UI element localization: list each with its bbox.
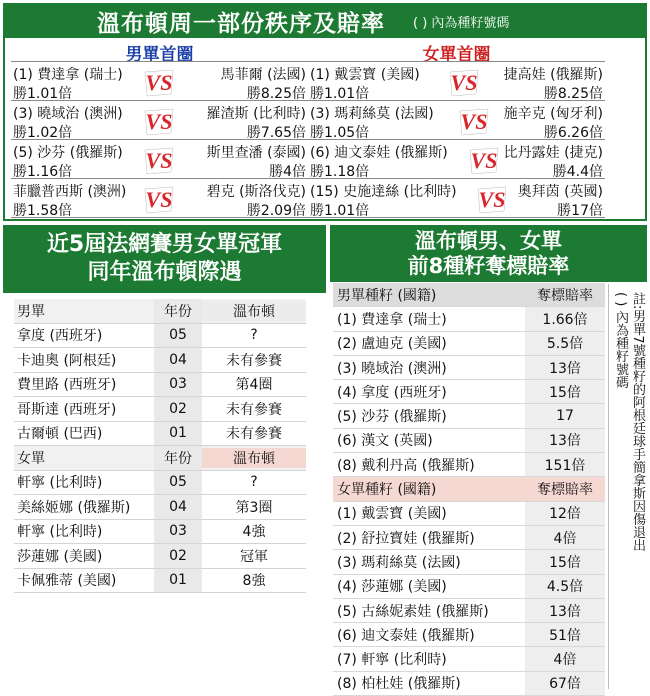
table-row bbox=[14, 569, 306, 594]
vs-icon bbox=[143, 66, 175, 98]
table-row bbox=[333, 647, 605, 671]
title-odds: 15倍 bbox=[525, 380, 605, 403]
odds-1: 勝1.01倍 bbox=[310, 203, 370, 219]
table-row bbox=[333, 599, 605, 623]
title-odds: 4倍 bbox=[525, 647, 605, 670]
table-row bbox=[14, 495, 306, 520]
table-header bbox=[14, 446, 306, 471]
title-odds: 4.5倍 bbox=[525, 575, 605, 598]
year: 05 bbox=[154, 471, 202, 495]
champion: 拿度 (西班牙) bbox=[17, 328, 103, 345]
player-2: 羅渣斯 (比利時) bbox=[206, 106, 306, 122]
odds-1: 勝1.02倍 bbox=[13, 125, 73, 141]
seed-player: (7) 軒寧 (比利時) bbox=[337, 652, 447, 669]
year: 02 bbox=[154, 544, 202, 568]
svg-text:VS: VS bbox=[145, 109, 173, 134]
match-row bbox=[308, 139, 605, 179]
header-wimbledon: 溫布頓 bbox=[202, 448, 306, 468]
table-header bbox=[333, 283, 605, 307]
seed-player: (8) 柏杜娃 (俄羅斯) bbox=[337, 676, 461, 693]
title-odds: 5.5倍 bbox=[525, 332, 605, 355]
odds-1: 勝1.18倍 bbox=[310, 164, 370, 180]
match-row bbox=[308, 61, 605, 101]
svg-text:VS: VS bbox=[145, 70, 173, 95]
wimbledon-result: 冠軍 bbox=[240, 548, 268, 565]
banner-line-1: 近5屆法網賽男女單冠軍 bbox=[46, 232, 283, 257]
year: 03 bbox=[154, 520, 202, 544]
table-row bbox=[333, 429, 605, 453]
table-row bbox=[14, 471, 306, 496]
table-row bbox=[333, 307, 605, 331]
year: 04 bbox=[154, 348, 202, 372]
svg-text:VS: VS bbox=[450, 70, 478, 95]
title-odds: 51倍 bbox=[525, 623, 605, 646]
women-first-round-title: 女單首圈 bbox=[422, 45, 491, 65]
banner-line-2: 前8種籽奪標賠率 bbox=[407, 254, 570, 278]
top-note: ( ) 內為種籽號碼 bbox=[413, 16, 510, 31]
wimbledon-result: 未有參賽 bbox=[226, 352, 282, 369]
champion: 古爾頓 (巴西) bbox=[17, 426, 103, 443]
year: 04 bbox=[154, 495, 202, 519]
champion: 費里路 (西班牙) bbox=[17, 377, 117, 394]
title-odds: 67倍 bbox=[525, 672, 605, 695]
vs-icon bbox=[143, 183, 175, 215]
title-odds: 17 bbox=[525, 404, 605, 427]
player-1: (1) 費達拿 (瑞士) bbox=[13, 67, 123, 83]
svg-text:VS: VS bbox=[470, 148, 498, 173]
player-1: (1) 戴雲寶 (美國) bbox=[310, 67, 420, 83]
header-odds: 奪標賠率 bbox=[525, 477, 605, 500]
svg-text:VS: VS bbox=[145, 187, 173, 212]
seed-player: (5) 古絲妮素娃 (俄羅斯) bbox=[337, 603, 489, 620]
table-row bbox=[14, 520, 306, 545]
odds-2: 勝4.4倍 bbox=[552, 164, 603, 180]
seed-player: (3) 曉域治 (澳洲) bbox=[337, 360, 447, 377]
side-notes bbox=[608, 284, 648, 689]
player-2: 施辛克 (匈牙利) bbox=[503, 106, 603, 122]
player-1: (3) 瑪莉絲莫 (法國) bbox=[310, 106, 434, 122]
match-row bbox=[308, 100, 605, 140]
player-1: (3) 曉域治 (澳洲) bbox=[13, 106, 123, 122]
player-2: 比丹露娃 (捷克) bbox=[503, 145, 603, 161]
seed-player: (4) 拿度 (西班牙) bbox=[337, 384, 447, 401]
table-row bbox=[333, 332, 605, 356]
odds-2: 勝17倍 bbox=[557, 203, 603, 219]
seed-player: (6) 迪文泰娃 (俄羅斯) bbox=[337, 627, 475, 644]
year: 01 bbox=[154, 569, 202, 593]
table-row bbox=[333, 380, 605, 404]
seed-player: (2) 盧迪克 (美國) bbox=[337, 336, 447, 353]
table-row bbox=[333, 453, 605, 477]
seed-player: (1) 戴雲寶 (美國) bbox=[337, 506, 447, 523]
withdrawal-note: 註:男單7號種籽的阿根廷球手簡拿斯因傷退出 bbox=[630, 292, 645, 552]
table-row bbox=[14, 397, 306, 422]
top-header bbox=[5, 5, 645, 38]
player-1: (5) 沙芬 (俄羅斯) bbox=[13, 145, 123, 161]
match-row bbox=[11, 139, 308, 179]
wimbledon-result: 未有參賽 bbox=[226, 401, 282, 418]
title-odds: 4倍 bbox=[525, 526, 605, 549]
odds-2: 勝8.25倍 bbox=[246, 86, 306, 102]
seed-player: (4) 莎蓮娜 (美國) bbox=[337, 579, 447, 596]
header-odds: 奪標賠率 bbox=[525, 283, 605, 306]
seed-player: (6) 漢文 (英國) bbox=[337, 433, 433, 450]
odds-2: 勝8.25倍 bbox=[543, 86, 603, 102]
player-2: 奧拜茵 (英國) bbox=[517, 184, 603, 200]
table-row bbox=[333, 623, 605, 647]
player-2: 斯里查潘 (泰國) bbox=[206, 145, 306, 161]
title-odds: 13倍 bbox=[525, 356, 605, 379]
vs-icon bbox=[476, 183, 508, 215]
player-2: 碧克 (斯洛伐克) bbox=[206, 184, 306, 200]
top-title: 溫布頓周一部份秩序及賠率 bbox=[97, 11, 385, 37]
header-year: 年份 bbox=[154, 446, 202, 470]
seed-odds-table bbox=[333, 283, 605, 696]
title-odds: 1.66倍 bbox=[525, 307, 605, 330]
header-seed: 女單種籽 (國籍) bbox=[337, 482, 437, 499]
wimbledon-result: 未有參賽 bbox=[226, 426, 282, 443]
seed-player: (2) 舒拉寶娃 (俄羅斯) bbox=[337, 530, 475, 547]
odds-1: 勝1.16倍 bbox=[13, 164, 73, 180]
banner-line-1: 溫布頓男、女單 bbox=[415, 229, 562, 253]
odds-2: 勝7.65倍 bbox=[246, 125, 306, 141]
player-2: 捷高娃 (俄羅斯) bbox=[503, 67, 603, 83]
odds-1: 勝1.01倍 bbox=[310, 86, 370, 102]
champion: 軒寧 (比利時) bbox=[17, 524, 103, 541]
match-row bbox=[11, 178, 308, 218]
player-1: (6) 迪文泰娃 (俄羅斯) bbox=[310, 145, 448, 161]
year: 02 bbox=[154, 397, 202, 421]
wimbledon-result: 第3圈 bbox=[235, 499, 273, 516]
header-category: 男單 bbox=[17, 303, 45, 320]
table-row bbox=[333, 550, 605, 574]
table-row bbox=[333, 526, 605, 550]
odds-1: 勝1.05倍 bbox=[310, 125, 370, 141]
odds-2: 勝4倍 bbox=[269, 164, 306, 180]
year: 01 bbox=[154, 422, 202, 446]
french-open-champions-banner bbox=[3, 225, 326, 293]
match-row bbox=[11, 100, 308, 140]
banner-line-2: 同年溫布頓際遇 bbox=[87, 260, 242, 285]
match-row bbox=[308, 178, 605, 218]
table-row bbox=[333, 575, 605, 599]
table-row bbox=[14, 422, 306, 447]
seed-player: (8) 戴利丹高 (俄羅斯) bbox=[337, 457, 475, 474]
odds-2: 勝6.26倍 bbox=[543, 125, 603, 141]
champion: 軒寧 (比利時) bbox=[17, 475, 103, 492]
match-row bbox=[11, 61, 308, 101]
header-wimbledon: 溫布頓 bbox=[202, 301, 306, 321]
header-year: 年份 bbox=[154, 299, 202, 323]
odds-1: 勝1.01倍 bbox=[13, 86, 73, 102]
odds-1: 勝1.58倍 bbox=[13, 203, 73, 219]
year: 03 bbox=[154, 373, 202, 397]
men-first-round-title: 男單首圈 bbox=[125, 45, 194, 65]
vs-icon bbox=[448, 66, 480, 98]
champion: 卡佩雅蒂 (美國) bbox=[17, 573, 117, 590]
table-row bbox=[333, 502, 605, 526]
table-row bbox=[333, 404, 605, 428]
player-2: 馬菲爾 (法國) bbox=[220, 67, 306, 83]
wimbledon-result: 8強 bbox=[242, 573, 266, 590]
table-header bbox=[14, 299, 306, 324]
french-open-champions-table bbox=[14, 299, 306, 593]
seed-player: (1) 費達拿 (瑞士) bbox=[337, 311, 447, 328]
svg-text:VS: VS bbox=[145, 148, 173, 173]
svg-text:VS: VS bbox=[478, 187, 506, 212]
champion: 莎蓮娜 (美國) bbox=[17, 548, 103, 565]
table-row bbox=[333, 356, 605, 380]
wimbledon-odds-panel bbox=[3, 3, 647, 221]
women-first-round bbox=[308, 40, 605, 218]
wimbledon-result: ? bbox=[250, 474, 258, 491]
vs-icon bbox=[143, 144, 175, 176]
wimbledon-result: ? bbox=[250, 327, 258, 344]
vs-icon bbox=[458, 105, 490, 137]
champion: 卡迪奧 (阿根廷) bbox=[17, 352, 117, 369]
table-header bbox=[333, 477, 605, 501]
wimbledon-result: 第4圈 bbox=[235, 377, 273, 394]
header-category: 女單 bbox=[17, 450, 45, 467]
title-odds: 15倍 bbox=[525, 550, 605, 573]
title-odds: 12倍 bbox=[525, 502, 605, 525]
seed-note: ( ) 內為種籽號碼 bbox=[613, 292, 628, 389]
table-row bbox=[333, 672, 605, 696]
player-1: (15) 史施達絲 (比利時) bbox=[310, 184, 457, 200]
wimbledon-result: 4強 bbox=[242, 524, 266, 541]
title-odds: 151倍 bbox=[525, 453, 605, 476]
svg-text:VS: VS bbox=[460, 109, 488, 134]
title-odds: 13倍 bbox=[525, 599, 605, 622]
vs-icon bbox=[468, 144, 500, 176]
table-row bbox=[14, 348, 306, 373]
table-row bbox=[14, 544, 306, 569]
seed-player: (3) 瑪莉絲莫 (法國) bbox=[337, 554, 461, 571]
header-seed: 男單種籽 (國籍) bbox=[337, 287, 437, 304]
seed-player: (5) 沙芬 (俄羅斯) bbox=[337, 409, 447, 426]
seed-odds-banner bbox=[330, 225, 647, 282]
year: 05 bbox=[154, 324, 202, 348]
table-row bbox=[14, 324, 306, 349]
table-row bbox=[14, 373, 306, 398]
vs-icon bbox=[143, 105, 175, 137]
champion: 美絲姬娜 (俄羅斯) bbox=[17, 499, 131, 516]
champion: 哥斯達 (西班牙) bbox=[17, 401, 117, 418]
men-first-round bbox=[11, 40, 308, 218]
player-1: 菲臘普西斯 (澳洲) bbox=[13, 184, 127, 200]
title-odds: 13倍 bbox=[525, 429, 605, 452]
odds-2: 勝2.09倍 bbox=[246, 203, 306, 219]
